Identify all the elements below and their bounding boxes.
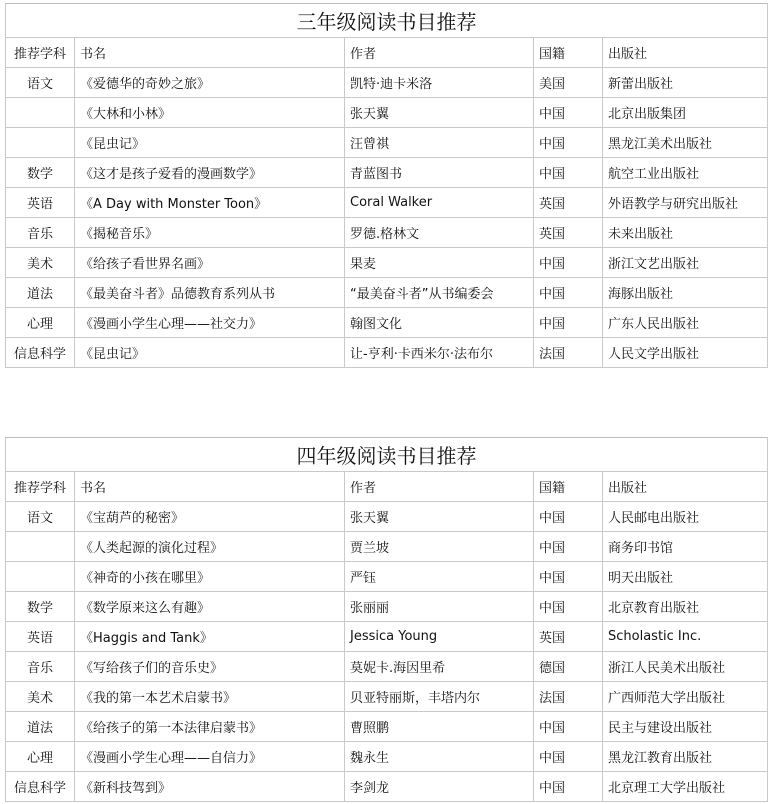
cell-author: 果麦: [345, 248, 534, 278]
cell-subject: [6, 128, 75, 158]
cell-nation: 中国: [534, 532, 603, 562]
table-row: [6, 592, 768, 622]
cell-book: 《人类起源的演化过程》: [75, 532, 345, 562]
header-author: 作者: [345, 472, 534, 502]
cell-author: 贾兰坡: [345, 532, 534, 562]
cell-nation: 英国: [534, 622, 603, 652]
cell-author: Coral Walker: [345, 188, 534, 218]
cell-subject: 信息科学: [6, 772, 75, 802]
cell-author: 张天翼: [345, 98, 534, 128]
header-publisher: 出版社: [603, 472, 768, 502]
cell-subject: 语文: [6, 68, 75, 98]
cell-publisher: 北京理工大学出版社: [603, 772, 768, 802]
cell-nation: 美国: [534, 68, 603, 98]
table-row: [6, 338, 768, 368]
cell-publisher: 北京教育出版社: [603, 592, 768, 622]
cell-book: 《数学原来这么有趣》: [75, 592, 345, 622]
cell-book: 《Haggis and Tank》: [75, 622, 345, 652]
cell-book: 《给孩子看世界名画》: [75, 248, 345, 278]
cell-nation: 中国: [534, 502, 603, 532]
cell-author: 张天翼: [345, 502, 534, 532]
cell-author: 张丽丽: [345, 592, 534, 622]
cell-publisher: 商务印书馆: [603, 532, 768, 562]
cell-book: 《最美奋斗者》品德教育系列从书: [75, 278, 345, 308]
cell-publisher: 海豚出版社: [603, 278, 768, 308]
cell-nation: 中国: [534, 742, 603, 772]
table-row: [6, 188, 768, 218]
table-row: [6, 158, 768, 188]
cell-subject: 道法: [6, 278, 75, 308]
header-publisher: 出版社: [603, 38, 768, 68]
cell-book: 《漫画小学生心理——社交力》: [75, 308, 345, 338]
cell-publisher: 外语教学与研究出版社: [603, 188, 768, 218]
cell-book: 《宝葫芦的秘密》: [75, 502, 345, 532]
table-row: [6, 562, 768, 592]
cell-publisher: 黑龙江美术出版社: [603, 128, 768, 158]
cell-nation: 法国: [534, 682, 603, 712]
cell-author: “最美奋斗者”从书编委会: [345, 278, 534, 308]
table-row: [6, 532, 768, 562]
cell-publisher: Scholastic Inc.: [603, 622, 768, 652]
table-row: [6, 128, 768, 158]
cell-book: 《A Day with Monster Toon》: [75, 188, 345, 218]
cell-nation: 中国: [534, 158, 603, 188]
cell-nation: 中国: [534, 562, 603, 592]
cell-subject: 道法: [6, 712, 75, 742]
cell-book: 《漫画小学生心理——自信力》: [75, 742, 345, 772]
cell-publisher: 浙江人民美术出版社: [603, 652, 768, 682]
grade3-reading-table: [5, 3, 768, 368]
table-title-row: [6, 438, 768, 472]
header-subject: 推荐学科: [6, 472, 75, 502]
cell-nation: 德国: [534, 652, 603, 682]
cell-nation: 法国: [534, 338, 603, 368]
cell-author: 贝亚特丽斯，丰塔内尔: [345, 682, 534, 712]
cell-publisher: 新蕾出版社: [603, 68, 768, 98]
cell-subject: [6, 532, 75, 562]
cell-publisher: 广西师范大学出版社: [603, 682, 768, 712]
cell-book: 《写给孩子们的音乐史》: [75, 652, 345, 682]
cell-nation: 中国: [534, 592, 603, 622]
cell-author: 罗德.格林文: [345, 218, 534, 248]
cell-nation: 英国: [534, 188, 603, 218]
cell-book: 《揭秘音乐》: [75, 218, 345, 248]
cell-subject: [6, 562, 75, 592]
cell-publisher: 未来出版社: [603, 218, 768, 248]
header-row: [6, 472, 768, 502]
cell-author: Jessica Young: [345, 622, 534, 652]
table-row: [6, 308, 768, 338]
cell-book: 《这才是孩子爱看的漫画数学》: [75, 158, 345, 188]
header-subject: 推荐学科: [6, 38, 75, 68]
table-row: [6, 98, 768, 128]
cell-subject: 语文: [6, 502, 75, 532]
cell-author: 让-亨利·卡西米尔·法布尔: [345, 338, 534, 368]
cell-nation: 中国: [534, 772, 603, 802]
cell-subject: 英语: [6, 188, 75, 218]
header-nation: 国籍: [534, 38, 603, 68]
table-title: 四年级阅读书目推荐: [6, 438, 768, 472]
table-row: [6, 278, 768, 308]
cell-author: 青蓝图书: [345, 158, 534, 188]
cell-publisher: 航空工业出版社: [603, 158, 768, 188]
table-row: [6, 772, 768, 802]
header-nation: 国籍: [534, 472, 603, 502]
table-row: [6, 742, 768, 772]
cell-nation: 中国: [534, 712, 603, 742]
cell-nation: 中国: [534, 248, 603, 278]
table-row: [6, 502, 768, 532]
table-row: [6, 218, 768, 248]
cell-nation: 中国: [534, 308, 603, 338]
table-row: [6, 68, 768, 98]
cell-book: 《新科技驾到》: [75, 772, 345, 802]
cell-author: 翰图文化: [345, 308, 534, 338]
cell-nation: 中国: [534, 98, 603, 128]
table-row: [6, 248, 768, 278]
cell-author: 严钰: [345, 562, 534, 592]
cell-publisher: 人民邮电出版社: [603, 502, 768, 532]
header-book: 书名: [75, 38, 345, 68]
cell-book: 《给孩子的第一本法律启蒙书》: [75, 712, 345, 742]
table-row: [6, 682, 768, 712]
cell-book: 《昆虫记》: [75, 128, 345, 158]
cell-author: 李剑龙: [345, 772, 534, 802]
cell-nation: 中国: [534, 128, 603, 158]
cell-publisher: 黑龙江教育出版社: [603, 742, 768, 772]
cell-subject: 心理: [6, 308, 75, 338]
cell-book: 《昆虫记》: [75, 338, 345, 368]
cell-publisher: 浙江文艺出版社: [603, 248, 768, 278]
cell-subject: [6, 98, 75, 128]
cell-subject: 英语: [6, 622, 75, 652]
cell-book: 《神奇的小孩在哪里》: [75, 562, 345, 592]
cell-publisher: 人民文学出版社: [603, 338, 768, 368]
header-book: 书名: [75, 472, 345, 502]
cell-book: 《爱德华的奇妙之旅》: [75, 68, 345, 98]
table-row: [6, 622, 768, 652]
cell-subject: 美术: [6, 682, 75, 712]
cell-author: 曹照鹏: [345, 712, 534, 742]
cell-subject: 音乐: [6, 218, 75, 248]
cell-book: 《我的第一本艺术启蒙书》: [75, 682, 345, 712]
header-author: 作者: [345, 38, 534, 68]
table-row: [6, 652, 768, 682]
cell-subject: 美术: [6, 248, 75, 278]
cell-subject: 心理: [6, 742, 75, 772]
cell-subject: 音乐: [6, 652, 75, 682]
cell-publisher: 广东人民出版社: [603, 308, 768, 338]
cell-nation: 中国: [534, 278, 603, 308]
cell-publisher: 明天出版社: [603, 562, 768, 592]
cell-publisher: 北京出版集团: [603, 98, 768, 128]
grade4-reading-table: [5, 437, 768, 802]
cell-author: 凯特·迪卡米洛: [345, 68, 534, 98]
cell-author: 莫妮卡.海因里希: [345, 652, 534, 682]
cell-book: 《大林和小林》: [75, 98, 345, 128]
cell-subject: 数学: [6, 592, 75, 622]
table-title: 三年级阅读书目推荐: [6, 4, 768, 38]
table-title-row: [6, 4, 768, 38]
table-row: [6, 712, 768, 742]
header-row: [6, 38, 768, 68]
cell-subject: 数学: [6, 158, 75, 188]
cell-publisher: 民主与建设出版社: [603, 712, 768, 742]
cell-subject: 信息科学: [6, 338, 75, 368]
cell-author: 汪曾祺: [345, 128, 534, 158]
cell-author: 魏永生: [345, 742, 534, 772]
cell-nation: 英国: [534, 218, 603, 248]
